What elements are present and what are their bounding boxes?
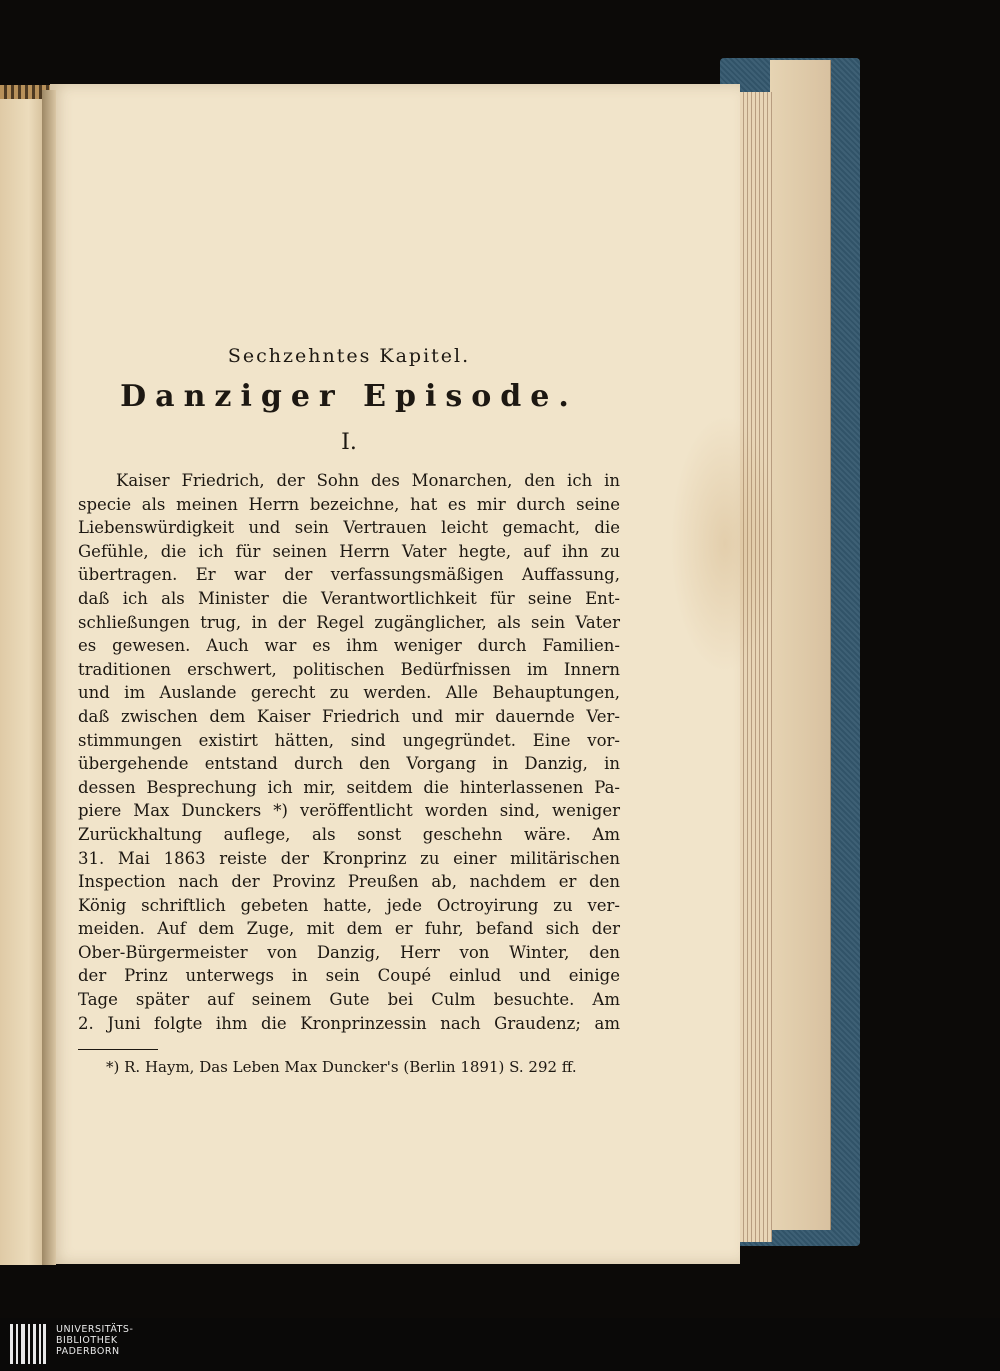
text-line: es gewesen. Auch war es ihm weniger durch Familien- <box>78 636 620 656</box>
text-line: Gefühle, die ich für seinen Herrn Vater hegte, auf ihn zu <box>78 541 620 561</box>
text-line: daß ich als Minister die Verantwortlichkeit für seine Ent- <box>78 588 620 608</box>
text-line: 31. Mai 1863 reiste der Kronprinz zu einer militärischen <box>78 848 620 868</box>
section-number: I. <box>341 430 357 455</box>
text-line: traditionen erschwert, politischen Bedürfnissen im Innern <box>78 659 620 679</box>
body-text <box>78 469 620 1035</box>
text-line: specie als meinen Herrn bezeichne, hat es mir durch seine <box>78 494 620 514</box>
logo-line: UNIVERSITÄTS- <box>56 1324 134 1335</box>
text-line: Inspection nach der Provinz Preußen ab, nachdem er den <box>78 872 620 892</box>
text-line: Tage später auf seinem Gute bei Culm besuchte. Am <box>78 990 620 1010</box>
text-line: piere Max Dunckers *) veröffentlicht worden sind, weniger <box>78 801 620 821</box>
text-line: König schriftlich gebeten hatte, jede Octroyirung zu ver- <box>78 895 620 915</box>
page-gutter <box>42 90 56 1265</box>
library-barcode-icon <box>10 1324 46 1364</box>
footnote-rule <box>78 1049 158 1050</box>
library-logo-text <box>56 1324 133 1357</box>
chapter-heading: Sechzehntes Kapitel. <box>227 345 471 367</box>
text-line: meiden. Auf dem Zuge, mit dem er fuhr, befand sich der <box>78 919 620 939</box>
text-line: und im Auslande gerecht zu werden. Alle Behauptungen, <box>78 683 620 703</box>
page-text <box>78 345 620 1076</box>
text-line: Ober-Bürgermeister von Danzig, Herr von Winter, den <box>78 942 620 962</box>
text-line: schließungen trug, in der Regel zugänglicher, als sein Vater <box>78 612 620 632</box>
text-line: daß zwischen dem Kaiser Friedrich und mir dauernde Ver- <box>78 706 620 726</box>
footer-bar <box>0 1318 1000 1371</box>
page-stain <box>670 414 780 674</box>
text-line: übertragen. Er war der verfassungsmäßigen Auffassung, <box>78 565 620 585</box>
text-line: 2. Juni folgte ihm die Kronprinzessin nach Graudenz; am <box>78 1013 620 1033</box>
text-line: stimmungen existirt hätten, sind ungegründet. Eine vor- <box>78 730 620 750</box>
text-line: der Prinz unterwegs in sein Coupé einlud und einige <box>78 966 620 986</box>
text-line: dessen Besprechung ich mir, seitdem die hinterlassenen Pa- <box>78 777 620 797</box>
text-line: übergehende entstand durch den Vorgang in Danzig, in <box>78 754 620 774</box>
text-line: Kaiser Friedrich, der Sohn des Monarchen, den ich in <box>116 471 620 490</box>
text-line: Zurückhaltung auflege, als sonst geschehn wäre. Am <box>78 824 620 844</box>
chapter-title: Danziger Episode. <box>120 379 578 414</box>
logo-line: PADERBORN <box>56 1346 120 1357</box>
logo-line: BIBLIOTHEK <box>56 1335 118 1346</box>
text-line: Liebenswürdigkeit und sein Vertrauen leicht gemacht, die <box>78 518 620 538</box>
footnote: *) R. Haym, Das Leben Max Duncker's (Berlin 1891) S. 292 ff. <box>106 1058 577 1077</box>
